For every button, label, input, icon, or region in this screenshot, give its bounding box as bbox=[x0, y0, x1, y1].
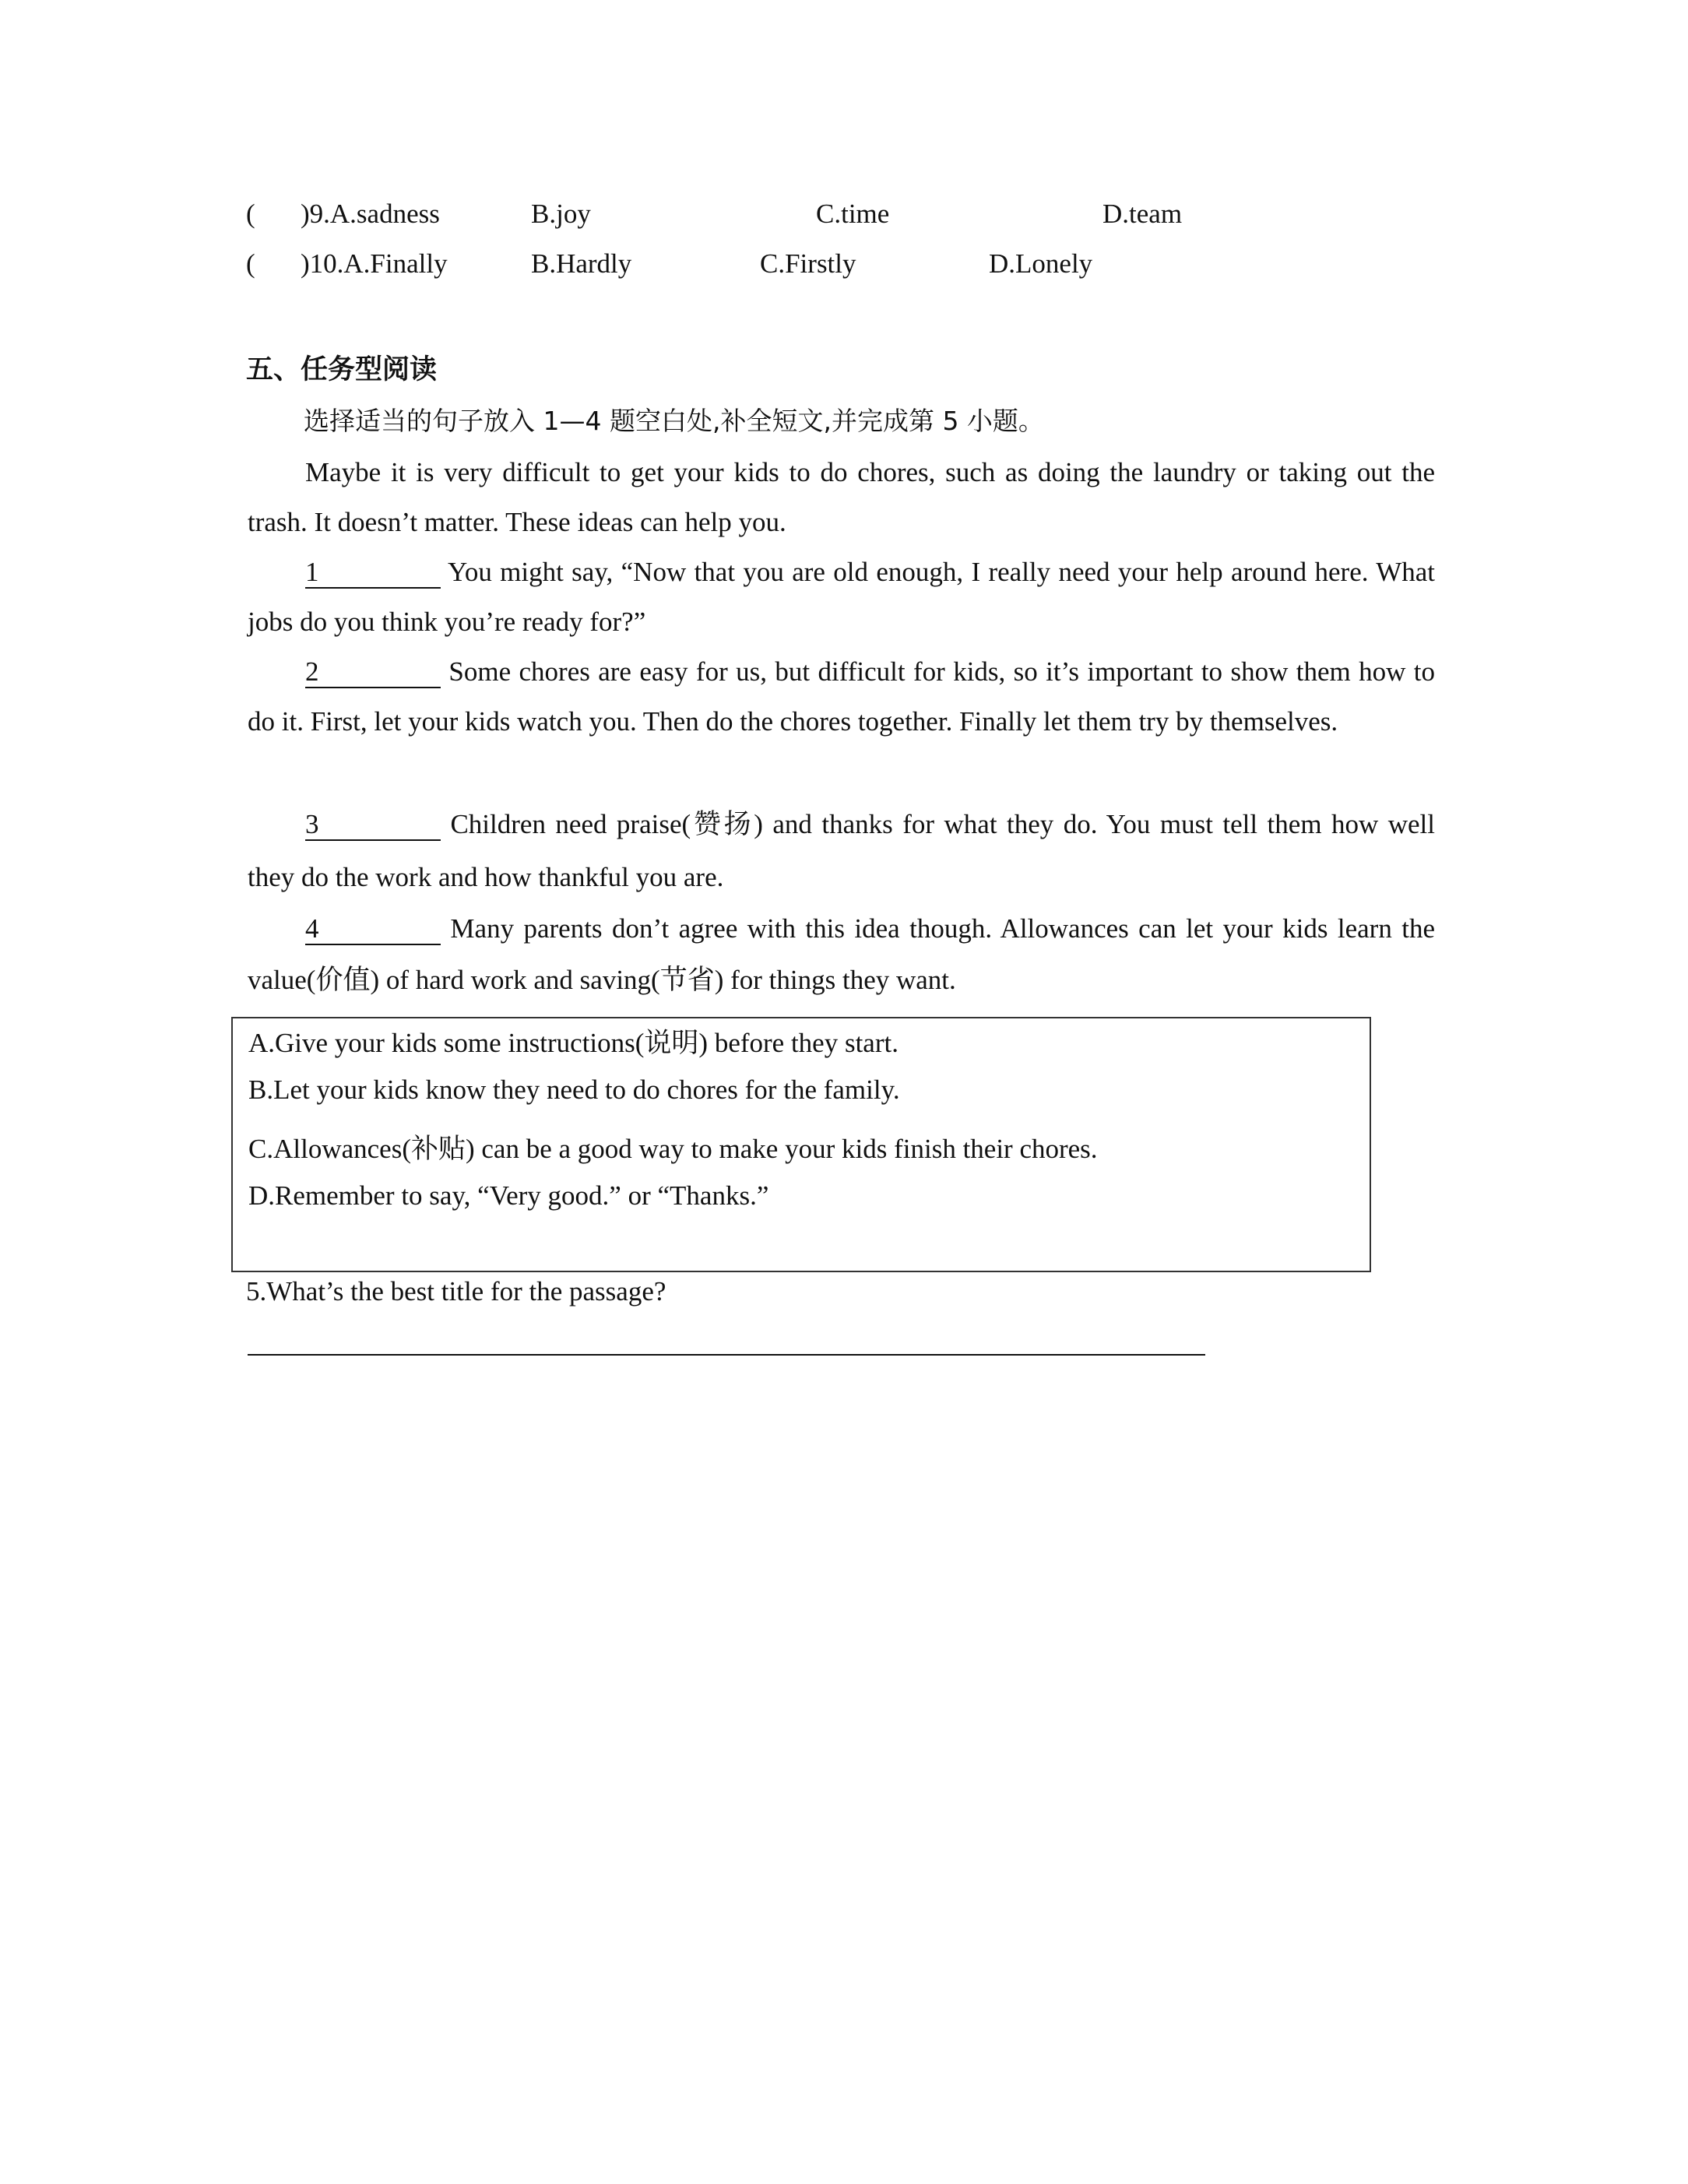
answer-paren: ( bbox=[246, 199, 255, 229]
question-number-option-a: )10.A.Finally bbox=[301, 248, 448, 279]
option-b-sentence: B.Let your kids know they need to do chores for the family. bbox=[248, 1074, 900, 1105]
option-d: D.team bbox=[1102, 199, 1183, 229]
section-instruction: 选择适当的句子放入 1—4 题空白处,补全短文,并完成第 5 小题。 bbox=[304, 406, 1044, 436]
answer-blank-2[interactable]: 2 bbox=[305, 658, 441, 688]
answer-blank-4[interactable]: 4 bbox=[305, 915, 441, 945]
answer-paren: ( bbox=[246, 248, 255, 279]
answer-blank-1[interactable]: 1 bbox=[305, 558, 441, 589]
option-d: D.Lonely bbox=[989, 248, 1093, 279]
intro-paragraph: Maybe it is very difficult to get your kids to do chores, such as doing the laundry or taking out the trash. It doesn’t matter. These ideas can help you. bbox=[248, 457, 1435, 537]
option-c-sentence: C.Allowances(补贴) can be a good way to make your kids finish their chores. bbox=[248, 1134, 1098, 1164]
passage-paragraph-2 bbox=[248, 647, 1435, 747]
passage-paragraph-1 bbox=[248, 547, 1435, 647]
option-b: B.joy bbox=[531, 199, 591, 229]
option-c: C.Firstly bbox=[760, 248, 856, 279]
passage-paragraph-4 bbox=[248, 903, 1435, 1006]
passage-paragraph-3 bbox=[248, 798, 1435, 904]
option-d-sentence: D.Remember to say, “Very good.” or “Thanks.” bbox=[248, 1180, 769, 1211]
paragraph-text: Many parents don’t agree with this idea though. Allowances can let your kids learn the value(价值) of hard work and saving(节省) for things they want. bbox=[248, 913, 1435, 995]
option-c: C.time bbox=[816, 199, 890, 229]
paragraph-text: You might say, “Now that you are old enough, I really need your help around here. What jobs do you think you’re ready for?” bbox=[248, 557, 1435, 637]
option-b: B.Hardly bbox=[531, 248, 632, 279]
answer-blank-3[interactable]: 3 bbox=[305, 811, 441, 841]
question-5: 5.What’s the best title for the passage? bbox=[246, 1276, 666, 1307]
question-number-option-a: )9.A.sadness bbox=[301, 199, 440, 229]
section-heading: 五、任务型阅读 bbox=[246, 354, 438, 385]
options-box bbox=[231, 1017, 1371, 1272]
option-a-sentence: A.Give your kids some instructions(说明) before they start. bbox=[248, 1028, 899, 1058]
answer-line[interactable] bbox=[248, 1354, 1205, 1356]
paragraph-text: Some chores are easy for us, but difficult for kids, so it’s important to show them how to do it. First, let your kids watch you. Then do the chores together. Finally let them try by themselves. bbox=[248, 656, 1435, 737]
paragraph-text: Children need praise(赞扬) and thanks for what they do. You must tell them how well they do the work and how thankful you are. bbox=[248, 809, 1435, 892]
